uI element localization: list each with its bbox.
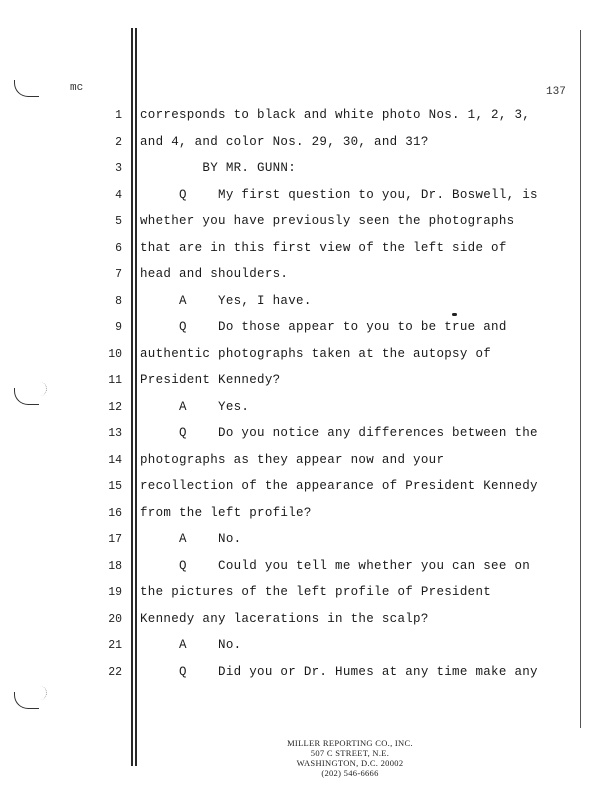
footer-street: 507 C STREET, N.E. bbox=[310, 748, 390, 758]
transcript-line: head and shoulders. bbox=[140, 267, 289, 281]
line-number: 22 bbox=[108, 665, 122, 679]
line-number: 2 bbox=[115, 135, 122, 149]
transcript-line: Q Do those appear to you to be true and bbox=[140, 320, 507, 334]
line-number: 6 bbox=[115, 241, 122, 255]
transcript-line: that are in this first view of the left side of bbox=[140, 240, 507, 255]
transcript-line: and 4, and color Nos. 29, 30, and 31? bbox=[140, 134, 429, 149]
transcript-line: authentic photographs taken at the autopsy of bbox=[140, 346, 492, 361]
line-number: 1 bbox=[115, 109, 122, 122]
line-number: 19 bbox=[108, 586, 122, 599]
transcript-line: recollection of the appearance of President Kennedy bbox=[140, 479, 538, 493]
line-number: 11 bbox=[108, 374, 122, 387]
transcript-line: President Kennedy? bbox=[140, 373, 281, 387]
footer-city: WASHINGTON, D.C. 20002 bbox=[296, 758, 404, 768]
transcript-line: BY MR. GUNN: bbox=[140, 161, 297, 175]
line-number: 5 bbox=[115, 215, 122, 228]
line-number: 15 bbox=[108, 480, 122, 493]
hole-punch-mark bbox=[14, 80, 39, 97]
line-number: 18 bbox=[108, 559, 122, 573]
line-number: 9 bbox=[115, 321, 122, 334]
line-number: 21 bbox=[108, 639, 122, 652]
right-margin-rule bbox=[580, 30, 581, 728]
line-number: 16 bbox=[108, 506, 122, 520]
transcript-line: Q Could you tell me whether you can see on bbox=[140, 558, 531, 573]
transcript-line: Q My first question to you, Dr. Boswell, is bbox=[140, 187, 538, 202]
line-number: 8 bbox=[115, 294, 122, 308]
reporter-initials: mc bbox=[70, 82, 84, 94]
transcript-line: Q Did you or Dr. Humes at any time make any bbox=[140, 664, 538, 679]
transcript-line: from the left profile? bbox=[140, 505, 312, 520]
line-number: 17 bbox=[108, 533, 122, 546]
line-number: 10 bbox=[108, 347, 122, 361]
footer-company: MILLER REPORTING CO., INC. bbox=[287, 738, 413, 748]
transcript-line: A Yes, I have. bbox=[140, 293, 312, 308]
line-number: 3 bbox=[115, 162, 122, 175]
reporter-footer bbox=[240, 738, 460, 778]
transcript-line: A No. bbox=[140, 532, 242, 546]
line-number: 12 bbox=[108, 400, 122, 414]
transcript-line: Q Do you notice any differences between the bbox=[140, 426, 538, 440]
line-number: 4 bbox=[115, 188, 122, 202]
line-number: 14 bbox=[108, 453, 122, 467]
transcript-line: the pictures of the left profile of President bbox=[140, 585, 492, 599]
line-number: 13 bbox=[108, 427, 122, 440]
transcript-line: corresponds to black and white photo Nos. 1, 2, 3, bbox=[140, 108, 531, 122]
transcript-line: A No. bbox=[140, 638, 242, 652]
line-number: 7 bbox=[115, 268, 122, 281]
left-margin-rule bbox=[131, 28, 133, 766]
line-number: 20 bbox=[108, 612, 122, 626]
hole-punch-shadow bbox=[36, 686, 47, 700]
page-number: 137 bbox=[546, 86, 566, 98]
ink-speck bbox=[452, 313, 457, 316]
left-margin-rule-inner bbox=[135, 28, 137, 766]
transcript-line: A Yes. bbox=[140, 399, 250, 414]
footer-phone: (202) 546-6666 bbox=[321, 768, 379, 778]
transcript-line: photographs as they appear now and your bbox=[140, 452, 445, 467]
transcript-line: whether you have previously seen the photographs bbox=[140, 214, 515, 228]
transcript-line: Kennedy any lacerations in the scalp? bbox=[140, 611, 429, 626]
